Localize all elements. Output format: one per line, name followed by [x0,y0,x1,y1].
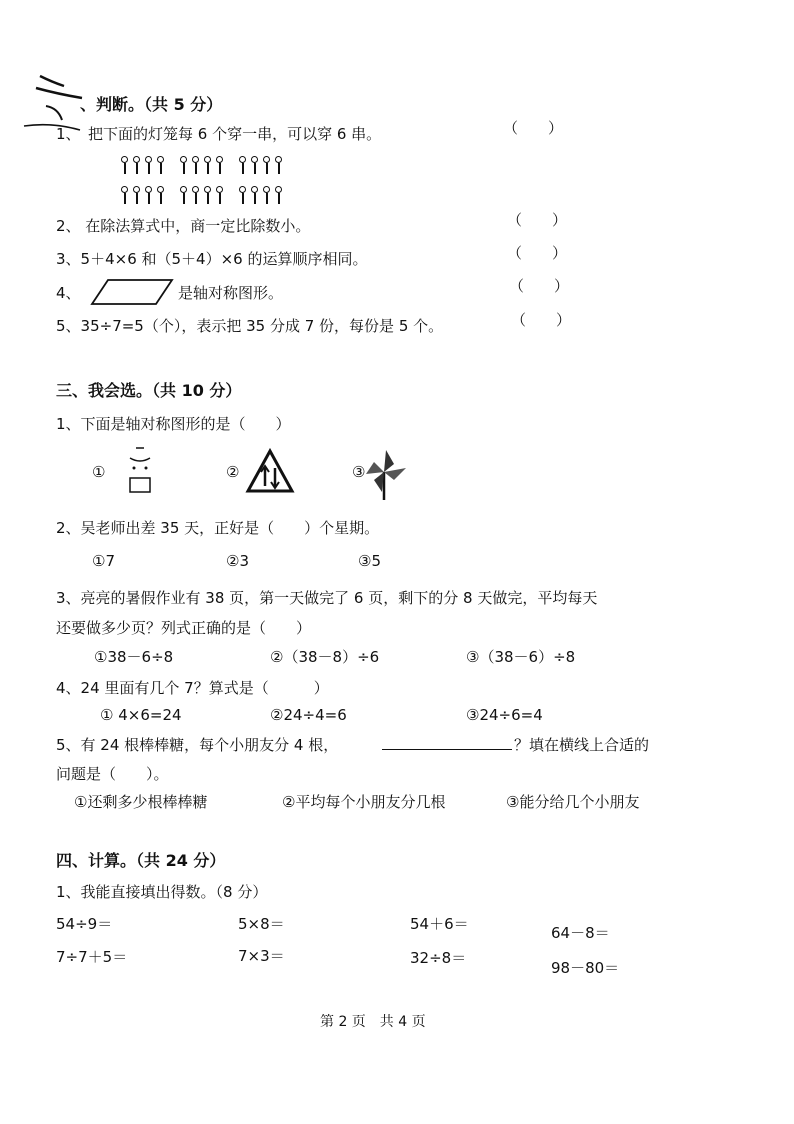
s3-q5-option-2: ②平均每个小朋友分几根 [282,793,446,811]
s2-q3-answer-paren[interactable]: （ ） [507,244,568,262]
parallelogram-icon [90,277,174,307]
section-2-title: 、判断。（共 5 分） [80,95,223,114]
s3-q3-option-2: ②（38－8）÷6 [270,648,380,666]
s2-q1-answer-paren[interactable]: （ ） [503,119,564,137]
calc-item: 5×8＝ [238,915,285,933]
s3-q2-text: 2、吴老师出差 35 天，正好是（ ）个星期。 [56,519,380,537]
s2-q1-text: 把下面的灯笼每 6 个穿一串，可以穿 6 串。 [88,125,382,143]
calc-item: 54＋6＝ [410,915,469,933]
s3-q1-option-3-label: ③ [352,463,366,481]
s3-q3-option-3: ③（38－6）÷8 [466,648,576,666]
s2-q4-text: 是轴对称图形。 [178,284,284,302]
calc-item: 54÷9＝ [56,915,113,933]
s3-q2-option-1: ①7 [92,552,115,570]
s3-q3-text-line1: 3、亮亮的暑假作业有 38 页，第一天做完了 6 页，剩下的分 8 天做完，平均每天 [56,589,598,607]
s2-q4-number: 4、 [56,284,81,302]
s2-q5-text: 5、35÷7=5（个），表示把 35 分成 7 份，每份是 5 个。 [56,317,444,335]
s3-q4-option-1: ① 4×6=24 [100,706,182,724]
calc-item: 32÷8＝ [410,949,467,967]
s3-q2-option-3: ③5 [358,552,381,570]
s3-q1-option-1-label: ① [92,463,106,481]
s3-q5-option-1: ①还剩多少根棒棒糖 [74,793,208,811]
warning-triangle-arrows-icon [245,448,295,494]
page-footer: 第 2 页 共 4 页 [320,1014,426,1030]
s3-q1-text: 1、下面是轴对称图形的是（ ） [56,415,291,433]
s3-q4-option-2: ②24÷4=6 [270,706,347,724]
section-3-title: 三、我会选。（共 10 分） [56,381,242,400]
s2-q2-answer-paren[interactable]: （ ） [507,211,568,229]
section-4-title: 四、计算。（共 24 分） [56,851,226,870]
s3-q3-text-line2: 还要做多少页？列式正确的是（ ） [56,619,312,637]
calc-item: 7×3＝ [238,947,285,965]
calc-item: 98－80＝ [551,959,620,977]
s2-q2-text: 2、 在除法算式中，商一定比除数小。 [56,217,311,235]
s2-q1-number: 1、 [56,125,81,143]
s3-q1-option-2-label: ② [226,463,240,481]
pinwheel-icon [364,446,410,502]
s3-q5-text-part1: 5、有 24 根棒棒糖，每个小朋友分 4 根， [56,736,339,754]
calc-item: 7÷7＋5＝ [56,948,128,966]
s2-q4-answer-paren[interactable]: （ ） [509,277,570,295]
calc-item: 64－8＝ [551,924,610,942]
s3-q2-option-2: ②3 [226,552,249,570]
s3-q5-text-line2: 问题是（ ）。 [56,765,169,783]
s2-q5-answer-paren[interactable]: （ ） [511,311,572,329]
chef-figure-icon [120,444,160,496]
s3-q5-text-part2: ？填在横线上合适的 [514,736,650,754]
s3-q3-option-1: ①38－6÷8 [94,648,174,666]
s4-sub1-text: 1、我能直接填出得数。（8 分） [56,883,268,901]
s3-q5-option-3: ③能分给几个小朋友 [506,793,640,811]
s3-q5-answer-blank[interactable] [382,733,512,750]
s3-q4-text: 4、24 里面有几个 7？算式是（ ） [56,679,329,697]
s3-q4-option-3: ③24÷6=4 [466,706,543,724]
s2-q3-text: 3、5＋4×6 和（5＋4）×6 的运算顺序相同。 [56,250,368,268]
